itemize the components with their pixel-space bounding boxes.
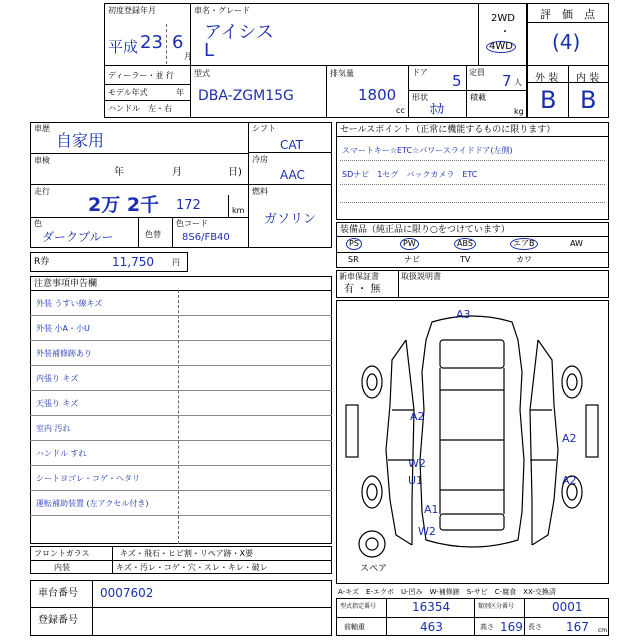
damage-mark: U1: [408, 474, 424, 487]
ac-label: 冷房: [252, 155, 268, 164]
model-year-unit: 年: [176, 88, 184, 97]
inspection-year: 年: [114, 167, 124, 178]
manual-label: 取扱説明書: [401, 272, 441, 281]
equipment-row-2: [340, 255, 605, 267]
model-code: DBA-ZGM15G: [198, 88, 294, 104]
mileage-label: 走行: [34, 187, 50, 196]
equip-aw: AW: [570, 239, 583, 248]
damage-mark: A2: [562, 474, 577, 487]
shape-label: 形状: [412, 93, 428, 102]
warranty-label: 新車保証書: [339, 272, 379, 281]
ac: AAC: [280, 168, 305, 182]
score-value: (4): [552, 30, 581, 54]
shift: CAT: [280, 138, 303, 152]
mileage-unit: km: [232, 206, 245, 215]
length-unit: cm: [598, 627, 608, 634]
front-glass-label: フロントガラス: [34, 549, 90, 558]
car-name-label: 車名・グレード: [194, 6, 250, 15]
car-no: 0007602: [100, 586, 154, 600]
damage-mark: A2: [410, 410, 425, 423]
type-no-label: 型式指定番号: [340, 603, 377, 610]
sales-point-2: SDナビ 1セグ バックカメラ ETC: [342, 170, 478, 179]
note-row: [30, 491, 332, 516]
damage-mark: A1: [424, 503, 439, 516]
equip-airbag: エアB: [510, 238, 538, 250]
displacement-unit: cc: [396, 106, 405, 115]
damage-mark: W2: [408, 457, 426, 470]
inspection-day: 日): [228, 167, 242, 178]
note-row: [30, 291, 332, 316]
note-row: [30, 341, 332, 366]
capacity-unit: 人: [514, 78, 522, 87]
damage-mark: A2: [562, 432, 577, 445]
equip-sr: SR: [348, 255, 359, 264]
inspection-month: 月: [172, 167, 182, 178]
equip-tv: TV: [460, 255, 471, 264]
note-row: [30, 441, 332, 466]
fuel: ガソリン: [264, 212, 317, 227]
sales-point-1: スマートキー☆ETC☆パワースライドドア(左側): [342, 146, 513, 155]
month-unit: 月: [184, 52, 192, 61]
drive-dot: ・: [500, 27, 510, 38]
height: 169: [500, 620, 523, 634]
capacity-label: 定員: [469, 68, 485, 77]
length: 167: [566, 620, 589, 634]
shape: ﾎｶ: [430, 102, 444, 118]
score-label: 評 価 点: [540, 8, 595, 21]
first-reg-month: 6: [172, 32, 184, 53]
sales-points-title: セールスポイント（正常に機能するものに限ります）: [340, 125, 556, 135]
int-label: 内 装: [576, 73, 600, 84]
note-row: [30, 416, 332, 441]
height-label: 高さ: [480, 623, 494, 631]
mileage-main: 2万 2千: [88, 194, 160, 216]
color-code: 8S6/FB40: [182, 232, 230, 243]
spare-label: スペア: [360, 564, 388, 574]
recycle-amount: 11,750: [112, 255, 154, 269]
note-row: [30, 466, 332, 491]
length-label: 長さ: [528, 623, 542, 631]
equip-abs: ABS: [454, 238, 476, 250]
note-text: 外装 うすい線キズ: [36, 299, 103, 308]
displacement-label: 排気量: [330, 69, 354, 78]
car-name: アイシス: [204, 22, 274, 43]
doors-label: ドア: [412, 68, 428, 77]
shift-label: シフト: [252, 124, 276, 133]
damage-mark: A3: [456, 308, 471, 321]
warranty-value: 有 ・ 無: [344, 284, 381, 295]
recycle-unit: 円: [172, 258, 180, 267]
equip-leather: カワ: [516, 255, 532, 264]
note-text: 室内 汚れ: [36, 424, 71, 433]
handle-label: ハンドル 左・右: [108, 104, 172, 113]
capacity: 7: [502, 72, 512, 90]
interior-label: 内装: [54, 563, 70, 572]
color-code-label: 色コード: [176, 219, 208, 228]
damage-legend: A-キズ E-エクボ U-凹み W-補修跡 S-サビ C-腐食 XX-交換済: [338, 588, 556, 596]
damage-mark: W2: [418, 525, 436, 538]
drive-4wd: 4WD: [486, 41, 516, 53]
model-year-label: モデル年式: [108, 88, 148, 97]
drive-2wd: 2WD: [491, 13, 515, 24]
equipment-row-1: [340, 238, 605, 251]
grade: L: [204, 40, 215, 61]
car-no-label: 車台番号: [38, 588, 78, 599]
load-label: 積載: [470, 93, 486, 102]
recycle-block: [30, 252, 188, 272]
usage: 自家用: [56, 131, 105, 150]
first-reg-year: 23: [140, 32, 163, 53]
note-row: [30, 366, 332, 391]
note-text: 外装補修跡あり: [36, 349, 92, 358]
color-label: 色: [34, 219, 42, 228]
inspection-label: 車検: [34, 156, 50, 165]
ext-label: 外 装: [535, 73, 559, 84]
front-axle-label: 前軸重: [344, 623, 365, 631]
note-text: 天張り キズ: [36, 399, 79, 408]
doors: 5: [452, 72, 462, 90]
note-text: 内張り キズ: [36, 374, 79, 383]
int-grade: B: [580, 86, 597, 114]
equip-navi: ナビ: [404, 255, 420, 264]
reg-no-label: 登録番号: [38, 615, 78, 626]
equipment-title: 装備品（純正品に限り○をつけています）: [340, 225, 510, 235]
first-reg-era: 平成: [108, 38, 139, 56]
note-row: [30, 391, 332, 416]
front-axle: 463: [420, 620, 443, 634]
load-unit: kg: [514, 107, 524, 116]
color: ダークブルー: [42, 230, 114, 244]
note-text: 外装 小A・小U: [36, 324, 90, 333]
note-row: [30, 316, 332, 341]
note-text: 運転補助装置 (左アクセル付き): [36, 499, 149, 508]
mileage-sub: 172: [176, 198, 201, 213]
note-text: シートヨゴレ・コゲ・ヘタリ: [36, 474, 140, 483]
type-no: 16354: [412, 600, 451, 614]
displacement: 1800: [358, 86, 397, 104]
class-no: 0001: [552, 600, 583, 614]
recycle-label: R券: [34, 257, 50, 267]
equip-ps: PS: [346, 238, 362, 250]
equip-pw: PW: [400, 238, 419, 250]
color-change-label: 色替: [145, 230, 161, 239]
note-text: ハンドル すれ: [36, 449, 87, 458]
dealer-label: ディーラー・並 行: [108, 71, 174, 80]
front-glass-value: キズ・飛石・ヒビ割・リペア跡・X要: [120, 549, 254, 558]
interior-value: キズ・汚レ・コゲ・穴・スレ・キレ・破レ: [116, 563, 268, 572]
ext-grade: B: [540, 86, 557, 114]
class-no-label: 類別区分番号: [478, 603, 515, 610]
type-label: 型式: [194, 69, 210, 78]
fuel-label: 燃料: [252, 187, 268, 196]
notes-title: 注意事項申告欄: [34, 279, 98, 289]
first-reg-label: 初度登録年月: [108, 6, 156, 15]
usage-label: 車歴: [34, 124, 50, 133]
